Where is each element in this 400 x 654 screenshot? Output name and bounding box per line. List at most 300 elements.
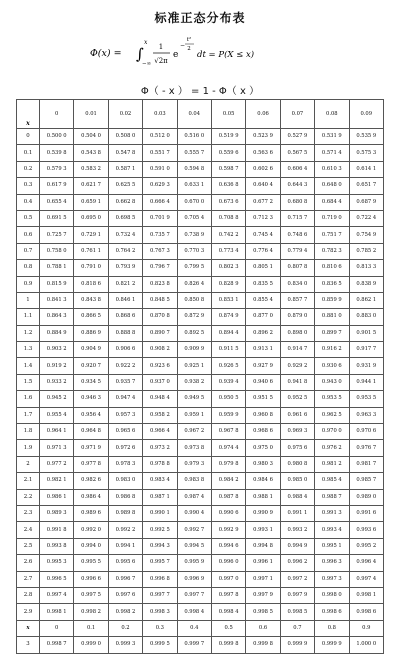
footer-column-header: 0.3 <box>143 620 177 636</box>
row-header-x: 0.5 <box>17 210 40 226</box>
column-header: 0 <box>40 100 74 129</box>
table-cell: 0.888 8 <box>108 325 142 341</box>
page-title: 标准正态分布表 <box>154 11 246 25</box>
exp-base: e <box>173 50 179 60</box>
table-cell: 0.555 7 <box>177 145 211 161</box>
fraction-numerator: 1 <box>158 43 164 51</box>
table-cell: 0.908 2 <box>143 342 177 358</box>
table-cell: 0.751 7 <box>315 227 349 243</box>
column-header: 0.04 <box>177 100 211 129</box>
table-cell: 0.987 8 <box>211 489 245 505</box>
table-cell: 0.998 1 <box>40 604 74 620</box>
table-cell: 0.848 5 <box>143 292 177 308</box>
table-cell: 0.508 0 <box>108 129 142 145</box>
row-header-x: 0.9 <box>17 276 40 292</box>
table-cell: 0.996 9 <box>177 571 211 587</box>
table-cell: 0.944 1 <box>349 374 383 390</box>
table-cell: 0.911 5 <box>211 342 245 358</box>
table-cell: 0.979 8 <box>211 456 245 472</box>
footer-cell: 0.999 8 <box>246 637 280 653</box>
table-row <box>17 505 384 521</box>
table-cell: 0.995 1 <box>315 538 349 554</box>
table-cell: 0.732 4 <box>108 227 142 243</box>
table-cell: 0.946 3 <box>74 391 108 407</box>
table-cell: 0.996 0 <box>211 555 245 571</box>
row-header-x: 1.7 <box>17 407 40 423</box>
table-cell: 0.980 3 <box>246 456 280 472</box>
table-cell: 0.691 5 <box>40 210 74 226</box>
table-cell: 0.997 3 <box>315 571 349 587</box>
table-row <box>17 473 384 489</box>
table-cell: 0.846 1 <box>108 292 142 308</box>
table-cell: 0.983 0 <box>108 473 142 489</box>
table-cell: 0.993 6 <box>349 522 383 538</box>
table-cell: 0.998 5 <box>280 604 314 620</box>
table-cell: 0.986 8 <box>108 489 142 505</box>
table-cell: 0.998 0 <box>315 587 349 603</box>
table-cell: 0.996 7 <box>108 571 142 587</box>
table-cell: 0.901 5 <box>349 325 383 341</box>
integral-upper: x <box>144 39 148 46</box>
table-cell: 0.979 3 <box>177 456 211 472</box>
table-cell: 0.838 9 <box>349 276 383 292</box>
table-cell: 0.516 0 <box>177 129 211 145</box>
table-cell: 0.929 2 <box>280 358 314 374</box>
table-cell: 0.981 7 <box>349 456 383 472</box>
table-cell: 0.953 5 <box>315 391 349 407</box>
table-cell: 0.957 3 <box>108 407 142 423</box>
table-cell: 0.985 0 <box>280 473 314 489</box>
table-cell: 0.633 1 <box>177 178 211 194</box>
table-cell: 0.738 9 <box>177 227 211 243</box>
table-cell: 0.687 9 <box>349 194 383 210</box>
footer-column-header: 0.9 <box>349 620 383 636</box>
table-cell: 0.567 5 <box>280 145 314 161</box>
table-cell: 0.512 0 <box>143 129 177 145</box>
column-header: 0.03 <box>143 100 177 129</box>
table-cell: 0.535 9 <box>349 129 383 145</box>
row-header-x: 2.7 <box>17 571 40 587</box>
footer-header-x: x <box>17 620 40 636</box>
table-cell: 0.982 6 <box>74 473 108 489</box>
table-row <box>17 391 384 407</box>
table-cell: 0.933 2 <box>40 374 74 390</box>
column-header-x: x <box>17 100 40 129</box>
table-row <box>17 194 384 210</box>
table-cell: 0.877 0 <box>246 309 280 325</box>
footer-cell: 0.999 9 <box>280 637 314 653</box>
row-header-x: 0.2 <box>17 161 40 177</box>
table-cell: 0.684 4 <box>315 194 349 210</box>
table-cell: 0.996 8 <box>143 571 177 587</box>
footer-column-header: 0.4 <box>177 620 211 636</box>
table-cell: 0.881 0 <box>315 309 349 325</box>
table-cell: 0.745 4 <box>246 227 280 243</box>
row-header-x: 1.4 <box>17 358 40 374</box>
table-cell: 0.990 1 <box>143 505 177 521</box>
table-cell: 0.992 9 <box>211 522 245 538</box>
table-cell: 0.813 3 <box>349 260 383 276</box>
table-cell: 0.879 0 <box>280 309 314 325</box>
footer-cell: 0.999 7 <box>177 637 211 653</box>
table-cell: 0.955 4 <box>40 407 74 423</box>
table-cell: 0.975 6 <box>280 440 314 456</box>
table-cell: 0.866 5 <box>74 309 108 325</box>
row-header-x: 2.4 <box>17 522 40 538</box>
table-cell: 0.610 3 <box>315 161 349 177</box>
table-row <box>17 424 384 440</box>
table-cell: 0.995 3 <box>40 555 74 571</box>
table-cell: 0.991 1 <box>280 505 314 521</box>
column-header: 0.02 <box>108 100 142 129</box>
row-header-x: 0.6 <box>17 227 40 243</box>
row-header-x: 1.6 <box>17 391 40 407</box>
table-cell: 0.802 3 <box>211 260 245 276</box>
table-cell: 0.970 6 <box>349 424 383 440</box>
row-header-x: 2.6 <box>17 555 40 571</box>
table-cell: 0.996 6 <box>74 571 108 587</box>
table-row <box>17 243 384 259</box>
footer-column-header: 0.7 <box>280 620 314 636</box>
column-header: 0.01 <box>74 100 108 129</box>
column-header: 0.07 <box>280 100 314 129</box>
row-header-x: 2.5 <box>17 538 40 554</box>
table-cell: 0.994 8 <box>246 538 280 554</box>
table-cell: 0.896 2 <box>246 325 280 341</box>
table-cell: 0.984 6 <box>246 473 280 489</box>
table-cell: 0.996 3 <box>315 555 349 571</box>
table-cell: 0.925 1 <box>177 358 211 374</box>
table-cell: 0.966 4 <box>143 424 177 440</box>
table-cell: 0.994 9 <box>280 538 314 554</box>
table-cell: 0.923 6 <box>143 358 177 374</box>
table-cell: 0.788 1 <box>40 260 74 276</box>
table-cell: 0.677 2 <box>246 194 280 210</box>
table-cell: 0.796 7 <box>143 260 177 276</box>
table-cell: 0.997 4 <box>40 587 74 603</box>
table-cell: 0.997 8 <box>211 587 245 603</box>
table-cell: 0.843 8 <box>74 292 108 308</box>
footer-cell: 0.999 9 <box>315 637 349 653</box>
table-cell: 0.735 7 <box>143 227 177 243</box>
table-cell: 0.927 9 <box>246 358 280 374</box>
integral-sign: ∫ <box>136 45 144 63</box>
table-cell: 0.883 0 <box>349 309 383 325</box>
table-row <box>17 178 384 194</box>
table-cell: 0.659 1 <box>74 194 108 210</box>
table-cell: 0.527 9 <box>280 129 314 145</box>
table-cell: 0.722 4 <box>349 210 383 226</box>
table-cell: 0.968 6 <box>246 424 280 440</box>
footer-cell: 0.999 5 <box>143 637 177 653</box>
table-cell: 0.945 2 <box>40 391 74 407</box>
table-cell: 0.719 0 <box>315 210 349 226</box>
table-cell: 0.758 0 <box>40 243 74 259</box>
formula-tail: dt = P(X ≤ x) <box>197 50 255 60</box>
table-cell: 0.973 2 <box>143 440 177 456</box>
table-row <box>17 440 384 456</box>
footer-cell: 1.000 0 <box>349 637 383 653</box>
table-cell: 0.938 2 <box>177 374 211 390</box>
table-cell: 0.985 7 <box>349 473 383 489</box>
footer-row-x: 3 <box>17 637 40 653</box>
table-cell: 0.914 7 <box>280 342 314 358</box>
table-cell: 0.995 7 <box>143 555 177 571</box>
table-cell: 0.997 9 <box>280 587 314 603</box>
table-cell: 0.791 0 <box>74 260 108 276</box>
table-cell: 0.810 6 <box>315 260 349 276</box>
table-cell: 0.973 8 <box>177 440 211 456</box>
table-cell: 0.993 1 <box>246 522 280 538</box>
table-cell: 0.874 9 <box>211 309 245 325</box>
table-cell: 0.857 7 <box>280 292 314 308</box>
footer-column-header: 0.1 <box>74 620 108 636</box>
table-cell: 0.985 4 <box>315 473 349 489</box>
table-cell: 0.976 2 <box>315 440 349 456</box>
exp-sign: − <box>180 42 186 49</box>
table-cell: 0.963 3 <box>349 407 383 423</box>
table-cell: 0.977 8 <box>74 456 108 472</box>
table-cell: 0.872 9 <box>177 309 211 325</box>
table-cell: 0.644 3 <box>280 178 314 194</box>
table-cell: 0.922 2 <box>108 358 142 374</box>
table-cell: 0.995 2 <box>349 538 383 554</box>
table-row <box>17 342 384 358</box>
table-cell: 0.994 1 <box>108 538 142 554</box>
table-cell: 0.543 8 <box>74 145 108 161</box>
table-cell: 0.799 5 <box>177 260 211 276</box>
table-cell: 0.779 4 <box>280 243 314 259</box>
table-cell: 0.983 8 <box>177 473 211 489</box>
table-row <box>17 522 384 538</box>
table-cell: 0.997 9 <box>246 587 280 603</box>
table-cell: 0.807 8 <box>280 260 314 276</box>
table-cell: 0.917 7 <box>349 342 383 358</box>
table-cell: 0.773 4 <box>211 243 245 259</box>
table-cell: 0.563 6 <box>246 145 280 161</box>
table-cell: 0.870 8 <box>143 309 177 325</box>
table-cell: 0.997 7 <box>143 587 177 603</box>
table-cell: 0.997 2 <box>280 571 314 587</box>
table-cell: 0.748 6 <box>280 227 314 243</box>
table-cell: 0.617 9 <box>40 178 74 194</box>
table-cell: 0.602 6 <box>246 161 280 177</box>
table-cell: 0.850 8 <box>177 292 211 308</box>
table-cell: 0.575 3 <box>349 145 383 161</box>
table-cell: 0.998 2 <box>74 604 108 620</box>
table-cell: 0.571 4 <box>315 145 349 161</box>
table-cell: 0.986 1 <box>40 489 74 505</box>
table-cell: 0.994 5 <box>177 538 211 554</box>
table-cell: 0.998 6 <box>349 604 383 620</box>
table-cell: 0.987 4 <box>177 489 211 505</box>
table-body <box>17 129 384 654</box>
table-cell: 0.941 8 <box>280 374 314 390</box>
table-cell: 0.991 8 <box>40 522 74 538</box>
table-cell: 0.989 3 <box>40 505 74 521</box>
integral-lower: −∞ <box>142 61 152 67</box>
table-cell: 0.982 1 <box>40 473 74 489</box>
fraction-denominator: √2π <box>154 57 168 65</box>
table-cell: 0.959 9 <box>211 407 245 423</box>
table-cell: 0.862 1 <box>349 292 383 308</box>
table-cell: 0.978 3 <box>108 456 142 472</box>
table-row <box>17 325 384 341</box>
table-cell: 0.761 1 <box>74 243 108 259</box>
table-cell: 0.892 5 <box>177 325 211 341</box>
table-cell: 0.853 1 <box>211 292 245 308</box>
table-cell: 0.975 0 <box>246 440 280 456</box>
table-cell: 0.890 7 <box>143 325 177 341</box>
table-cell: 0.988 1 <box>246 489 280 505</box>
table-cell: 0.953 5 <box>349 391 383 407</box>
table-cell: 0.698 5 <box>108 210 142 226</box>
table-cell: 0.903 2 <box>40 342 74 358</box>
table-cell: 0.947 4 <box>108 391 142 407</box>
footer-cell: 0.999 3 <box>108 637 142 653</box>
table-cell: 0.987 1 <box>143 489 177 505</box>
table-cell: 0.995 5 <box>74 555 108 571</box>
table-cell: 0.943 0 <box>315 374 349 390</box>
table-cell: 0.956 4 <box>74 407 108 423</box>
table-row <box>17 456 384 472</box>
normal-distribution-table <box>16 99 384 654</box>
table-cell: 0.906 6 <box>108 342 142 358</box>
table-cell: 0.972 6 <box>108 440 142 456</box>
table-row <box>17 358 384 374</box>
table-cell: 0.990 9 <box>246 505 280 521</box>
table-cell: 0.764 2 <box>108 243 142 259</box>
table-cell: 0.913 1 <box>246 342 280 358</box>
table-cell: 0.815 9 <box>40 276 74 292</box>
table-cell: 0.993 2 <box>280 522 314 538</box>
table-cell: 0.977 2 <box>40 456 74 472</box>
table-cell: 0.934 5 <box>74 374 108 390</box>
table-cell: 0.868 6 <box>108 309 142 325</box>
table-cell: 0.971 3 <box>40 440 74 456</box>
row-header-x: 0.4 <box>17 194 40 210</box>
table-row <box>17 571 384 587</box>
table-cell: 0.995 9 <box>177 555 211 571</box>
table-row <box>17 210 384 226</box>
table-cell: 0.989 0 <box>349 489 383 505</box>
table-cell: 0.993 8 <box>40 538 74 554</box>
table-cell: 0.992 2 <box>108 522 142 538</box>
column-header: 0.08 <box>315 100 349 129</box>
table-cell: 0.587 1 <box>108 161 142 177</box>
row-header-x: 2.2 <box>17 489 40 505</box>
table-cell: 0.841 3 <box>40 292 74 308</box>
table-cell: 0.958 2 <box>143 407 177 423</box>
table-cell: 0.926 5 <box>211 358 245 374</box>
footer-cell: 0.999 0 <box>74 637 108 653</box>
table-cell: 0.821 2 <box>108 276 142 292</box>
table-cell: 0.835 5 <box>246 276 280 292</box>
table-cell: 0.996 1 <box>246 555 280 571</box>
row-header-x: 2.9 <box>17 604 40 620</box>
table-cell: 0.855 4 <box>246 292 280 308</box>
table-cell: 0.959 1 <box>177 407 211 423</box>
table-cell: 0.920 7 <box>74 358 108 374</box>
row-header-x: 1.5 <box>17 374 40 390</box>
table-cell: 0.864 3 <box>40 309 74 325</box>
table-cell: 0.776 4 <box>246 243 280 259</box>
table-cell: 0.989 6 <box>74 505 108 521</box>
table-cell: 0.715 7 <box>280 210 314 226</box>
table-cell: 0.899 7 <box>315 325 349 341</box>
table-cell: 0.828 9 <box>211 276 245 292</box>
footer-column-header: 0.5 <box>211 620 245 636</box>
table-cell: 0.988 7 <box>315 489 349 505</box>
table-cell: 0.960 8 <box>246 407 280 423</box>
footer-column-header: 0.6 <box>246 620 280 636</box>
table-cell: 0.898 0 <box>280 325 314 341</box>
table-cell: 0.583 2 <box>74 161 108 177</box>
table-header-row <box>17 100 384 129</box>
table-cell: 0.993 4 <box>315 522 349 538</box>
table-cell: 0.971 9 <box>74 440 108 456</box>
table-cell: 0.598 7 <box>211 161 245 177</box>
table-cell: 0.935 7 <box>108 374 142 390</box>
table-cell: 0.980 8 <box>280 456 314 472</box>
table-cell: 0.916 2 <box>315 342 349 358</box>
table-cell: 0.625 5 <box>108 178 142 194</box>
table-cell: 0.994 3 <box>143 538 177 554</box>
table-row <box>17 538 384 554</box>
table-cell: 0.994 6 <box>211 538 245 554</box>
table-cell: 0.770 3 <box>177 243 211 259</box>
table-cell: 0.695 0 <box>74 210 108 226</box>
formula-lhs: Φ(x) = <box>90 48 122 59</box>
table-cell: 0.504 0 <box>74 129 108 145</box>
table-footer-header-row <box>17 620 384 636</box>
table-cell: 0.998 1 <box>349 587 383 603</box>
table-cell: 0.886 9 <box>74 325 108 341</box>
table-cell: 0.997 1 <box>246 571 280 587</box>
table-cell: 0.531 9 <box>315 129 349 145</box>
table-cell: 0.519 9 <box>211 129 245 145</box>
table-cell: 0.614 1 <box>349 161 383 177</box>
table-cell: 0.984 2 <box>211 473 245 489</box>
table-cell: 0.990 6 <box>211 505 245 521</box>
table-row <box>17 260 384 276</box>
table-cell: 0.705 4 <box>177 210 211 226</box>
table-cell: 0.994 0 <box>74 538 108 554</box>
table-footer-row <box>17 637 384 653</box>
table-cell: 0.606 4 <box>280 161 314 177</box>
table-row <box>17 309 384 325</box>
table-cell: 0.725 7 <box>40 227 74 243</box>
table-cell: 0.949 5 <box>177 391 211 407</box>
formula-graphic <box>90 33 310 69</box>
table-cell: 0.931 9 <box>349 358 383 374</box>
table-cell: 0.673 6 <box>211 194 245 210</box>
row-header-x: 2.1 <box>17 473 40 489</box>
table-cell: 0.970 0 <box>315 424 349 440</box>
table-row <box>17 145 384 161</box>
table-cell: 0.986 4 <box>74 489 108 505</box>
table-cell: 0.964 1 <box>40 424 74 440</box>
table-cell: 0.996 2 <box>280 555 314 571</box>
table-cell: 0.742 2 <box>211 227 245 243</box>
table-row <box>17 276 384 292</box>
table-row <box>17 374 384 390</box>
table-cell: 0.967 2 <box>177 424 211 440</box>
table-row <box>17 227 384 243</box>
table-cell: 0.996 5 <box>40 571 74 587</box>
row-header-x: 0.1 <box>17 145 40 161</box>
table-cell: 0.964 8 <box>74 424 108 440</box>
